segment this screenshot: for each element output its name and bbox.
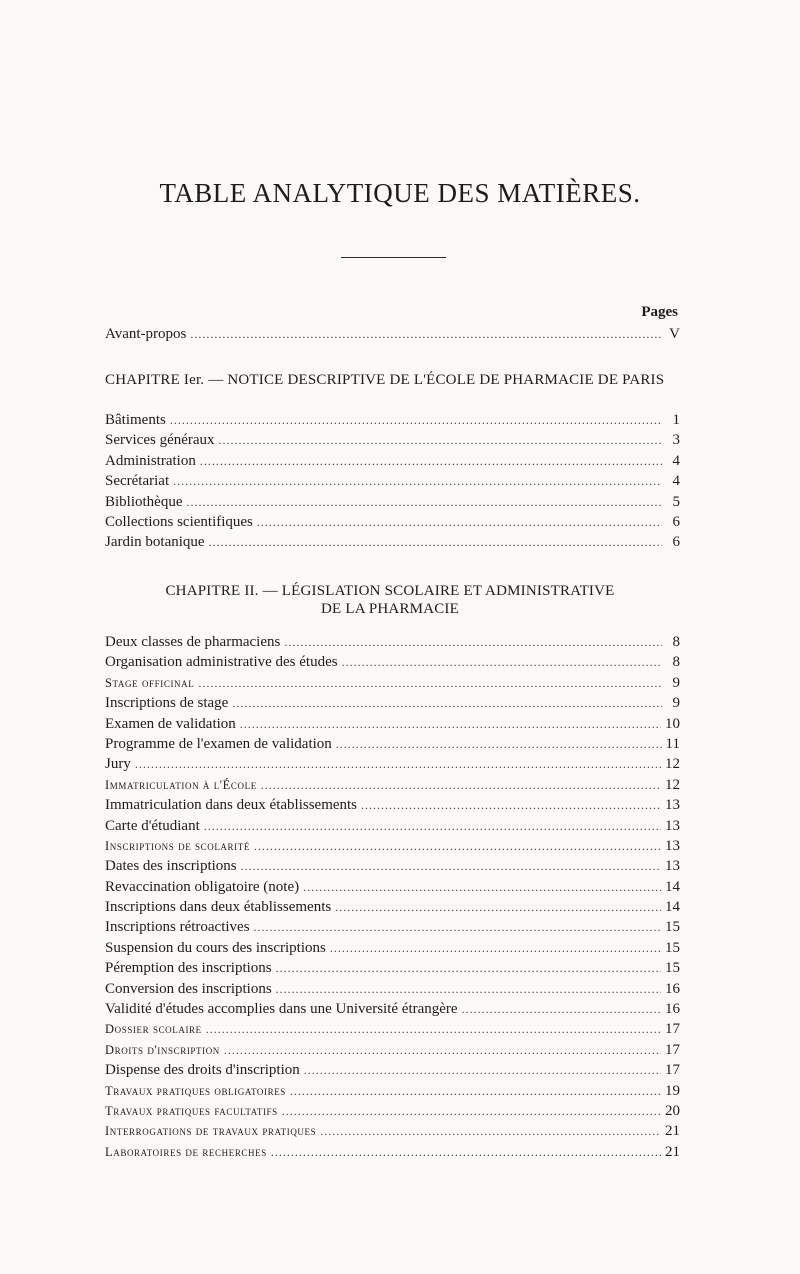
toc-entry-page: 6 (672, 513, 680, 530)
toc-entry (105, 410, 680, 430)
toc-entry (105, 512, 680, 532)
leader-dots (254, 917, 661, 937)
toc-entry (105, 734, 680, 754)
toc-entry-label: Bâtiments (105, 412, 166, 428)
toc-entry-page: 15 (665, 939, 680, 956)
leader-dots (209, 532, 662, 552)
toc-entry-page: 14 (665, 878, 680, 895)
toc-entry-page: 14 (665, 899, 680, 916)
toc-entry-label: Organisation administrative des études (105, 654, 338, 671)
toc-entry-label: Carte d'étudiant (105, 817, 200, 834)
toc-entry-page: 9 (672, 674, 680, 691)
toc-entry-page: 11 (665, 735, 680, 752)
toc-entry-page: 16 (665, 980, 680, 997)
toc-entry-label: Jardin botanique (105, 534, 205, 551)
toc-entry (105, 471, 680, 491)
title-rule (341, 257, 446, 258)
toc-entry-page: 13 (665, 837, 680, 854)
toc-entry-page: 12 (665, 756, 680, 773)
toc-entry-page: 3 (672, 432, 680, 449)
toc-entry-label: Dates des inscriptions (105, 858, 237, 875)
leader-dots (241, 856, 661, 876)
toc-entry-label: Inscriptions de stage (105, 695, 229, 712)
toc-entry (105, 714, 680, 734)
toc-entry (105, 1081, 680, 1101)
leader-dots (462, 999, 661, 1019)
toc-entry (105, 836, 680, 856)
toc-entry-page: 15 (665, 919, 680, 936)
leader-dots (173, 471, 662, 491)
leader-dots (198, 673, 662, 693)
leader-dots (204, 816, 661, 836)
leader-dots (219, 430, 662, 450)
leader-dots (282, 1101, 661, 1121)
toc-entry (105, 1121, 680, 1141)
toc-entry-label: Stage officinal (105, 675, 195, 690)
toc-entry-label: Dossier scolaire (105, 1022, 202, 1037)
toc-entry-page: 13 (665, 858, 680, 875)
leader-dots (342, 652, 662, 672)
toc-entry (105, 979, 680, 999)
toc-entry-label: Revaccination obligatoire (note) (105, 878, 300, 895)
chapter2-heading-line2: DE LA PHARMACIE (320, 601, 459, 617)
toc-entry-page: 12 (665, 776, 680, 793)
toc-entry-label: Programme de l'examen de validation (105, 735, 332, 752)
toc-entry (105, 795, 680, 815)
toc-entry-page: 4 (672, 452, 680, 469)
toc-entry (105, 1040, 680, 1060)
leader-dots (254, 836, 661, 856)
toc-entry (105, 877, 680, 897)
toc-entry (105, 693, 680, 713)
toc-entry-label: Dispense des droits d'inscription (105, 1062, 300, 1079)
toc-entry-label: Inscriptions de scolarité (105, 838, 250, 853)
toc-entry-label: Validité d'études accomplies dans une Université étrangère (105, 1001, 458, 1018)
chapter2-entries (105, 632, 680, 1162)
leader-dots (206, 1019, 661, 1039)
toc-entry-page: 17 (665, 1041, 680, 1058)
chapter2-heading-line1: CHAPITRE II. — LÉGISLATION SCOLAIRE ET ADMINISTRATIVE (165, 583, 615, 599)
toc-entry-label: Droits d'inscription (105, 1042, 220, 1057)
toc-entry-page: 10 (665, 715, 680, 732)
chapter1-entries (105, 410, 680, 553)
chapter2-heading (0, 582, 780, 618)
toc-entry-label: Immatriculation à l'École (105, 777, 257, 792)
toc-entry (105, 938, 680, 958)
pages-column-label: Pages (641, 304, 678, 320)
toc-entry (105, 856, 680, 876)
leader-dots (240, 714, 661, 734)
toc-entry (105, 673, 680, 693)
toc-entry-page: 15 (665, 960, 680, 977)
toc-entry-label: Laboratoires de recherches (105, 1144, 267, 1159)
toc-entry-page: 21 (665, 1143, 680, 1160)
toc-avant-propos (105, 324, 680, 344)
toc-entry-page: 13 (665, 797, 680, 814)
toc-entry-page: 8 (672, 634, 680, 650)
toc-entry (105, 532, 680, 552)
toc-entry (105, 430, 680, 450)
leader-dots (232, 693, 662, 713)
toc-entry-label: Bibliothèque (105, 493, 183, 510)
toc-entry-page: 9 (672, 695, 680, 712)
toc-entry (105, 632, 680, 652)
leader-dots (304, 1060, 661, 1080)
toc-entry (105, 775, 680, 795)
toc-entry-label: Interrogations de travaux pratiques (105, 1124, 317, 1139)
toc-entry-page: 20 (665, 1102, 680, 1119)
leader-dots (336, 734, 662, 754)
toc-entry-label: Services généraux (105, 432, 215, 449)
toc-entry-page: 8 (672, 654, 680, 671)
leader-dots (290, 1081, 661, 1101)
leader-dots (330, 938, 661, 958)
toc-entry (105, 958, 680, 978)
leader-dots (257, 512, 662, 532)
leader-dots (135, 754, 661, 774)
leader-dots (320, 1121, 661, 1141)
toc-entry (105, 897, 680, 917)
toc-entry-page: 21 (665, 1123, 680, 1140)
toc-entry-label: Immatriculation dans deux établissements (105, 797, 358, 814)
chapter1-heading: CHAPITRE Ier. — NOTICE DESCRIPTIVE DE L'ÉCOLE DE PHARMACIE DE PARIS (105, 372, 665, 388)
toc-entry (105, 754, 680, 774)
toc-entry (105, 1019, 680, 1039)
toc-entry-label: Examen de validation (105, 715, 236, 732)
toc-entry-page: 5 (672, 493, 680, 510)
toc-entry (105, 1101, 680, 1121)
toc-entry (105, 451, 680, 471)
toc-entry (105, 917, 680, 937)
leader-dots (271, 1142, 661, 1162)
toc-entry-label: Deux classes de pharmaciens (105, 634, 281, 650)
toc-entry-page: 17 (665, 1021, 680, 1038)
toc-entry-page: 6 (672, 534, 680, 551)
toc-entry (105, 999, 680, 1019)
leader-dots (224, 1040, 661, 1060)
toc-entry-label: Travaux pratiques obligatoires (105, 1083, 286, 1098)
leader-dots (261, 775, 661, 795)
leader-dots (361, 795, 661, 815)
toc-entry-page: 19 (665, 1082, 680, 1099)
toc-entry-page: 17 (665, 1062, 680, 1079)
toc-entry-label: Péremption des inscriptions (105, 960, 272, 977)
leader-dots (335, 897, 661, 917)
toc-entry-label: Inscriptions dans deux établissements (105, 899, 332, 916)
toc-entry (105, 324, 680, 344)
toc-entry (105, 492, 680, 512)
toc-entry-label: Avant-propos (105, 326, 187, 342)
page-title: TABLE ANALYTIQUE DES MATIÈRES. (159, 178, 641, 208)
leader-dots (276, 958, 661, 978)
leader-dots (276, 979, 661, 999)
toc-entry-label: Administration (105, 452, 196, 469)
toc-entry-label: Conversion des inscriptions (105, 980, 272, 997)
toc-entry (105, 652, 680, 672)
leader-dots (187, 492, 663, 512)
toc-entry-label: Secrétariat (105, 473, 170, 490)
toc-entry-label: Collections scientifiques (105, 513, 253, 530)
toc-entry-label: Inscriptions rétroactives (105, 919, 250, 936)
toc-entry-page: V (669, 326, 680, 342)
toc-entry (105, 1060, 680, 1080)
toc-entry-label: Jury (105, 756, 131, 773)
toc-entry (105, 1142, 680, 1162)
toc-entry-page: 16 (665, 1001, 680, 1018)
toc-entry-label: Travaux pratiques facultatifs (105, 1103, 278, 1118)
leader-dots (200, 451, 662, 471)
leader-dots (190, 324, 662, 344)
toc-entry-page: 13 (665, 817, 680, 834)
toc-entry-page: 1 (672, 412, 680, 428)
leader-dots (170, 410, 662, 430)
leader-dots (284, 632, 662, 652)
toc-entry-page: 4 (672, 473, 680, 490)
leader-dots (303, 877, 661, 897)
toc-entry (105, 816, 680, 836)
toc-entry-label: Suspension du cours des inscriptions (105, 939, 326, 956)
